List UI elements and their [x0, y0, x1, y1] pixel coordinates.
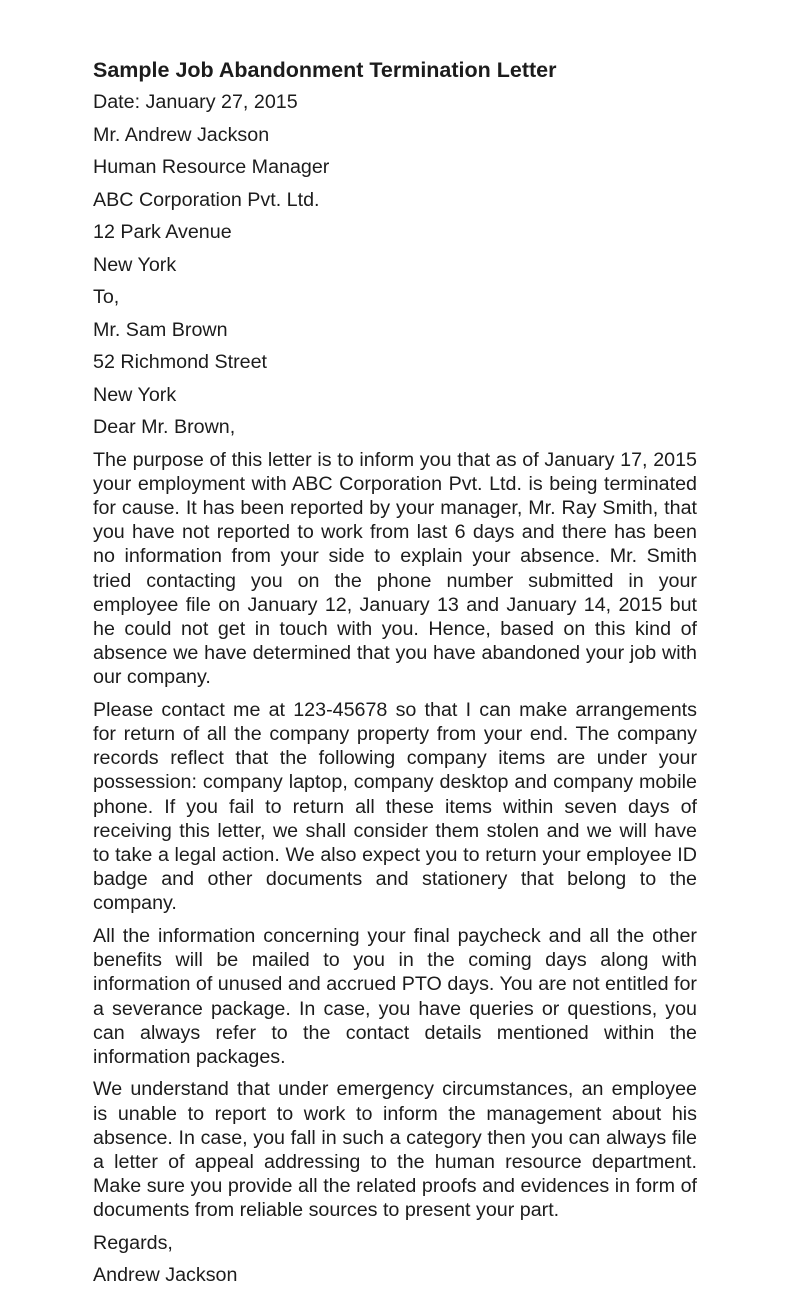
signature: Andrew Jackson: [93, 1264, 238, 1287]
paragraph-final-paycheck: All the information concerning your final paycheck and all the other benefits will be mailed to you in the coming days along with information of unused and accrued PTO days. You are not entitled for a severance package. In case, you have queries or questions, you can always refer to the contact details mentioned within the information packages.: [93, 924, 697, 1068]
date-line: Date: January 27, 2015: [93, 91, 298, 113]
to-label: To,: [93, 286, 120, 308]
closing: Regards,: [93, 1231, 173, 1254]
sender-name: Mr. Andrew Jackson: [93, 123, 270, 146]
paragraph-appeal-process: We understand that under emergency circumstances, an employee is unable to report to work to inform the management about his absence. In case, you fall in such a category then you can always file a letter of appeal addressing to the human resource department. Make sure you provide all the related proofs and evidences in form of documents from reliable sources to present your part.: [93, 1078, 697, 1222]
letter-title: Sample Job Abandonment Termination Letter: [93, 58, 557, 82]
recipient-city: New York: [93, 383, 177, 406]
sender-street: 12 Park Avenue: [93, 221, 232, 243]
salutation: Dear Mr. Brown,: [93, 416, 236, 438]
paragraph-property-return: Please contact me at 123-45678 so that I can make arrangements for return of all the company property from your end. The company records reflect that the following company items are under your possession: company laptop, company desktop and company mobile phone. If you fail to return all these items within seven days of receiving this letter, we shall consider them stolen and we will have to take a legal action. We also expect you to return your employee ID badge and other documents and stationery that belong to the company.: [93, 698, 697, 915]
recipient-name: Mr. Sam Brown: [93, 318, 228, 341]
sender-city: New York: [93, 253, 177, 276]
paragraph-termination-notice: The purpose of this letter is to inform you that as of January 17, 2015 your employment with ABC Corporation Pvt. Ltd. is being terminated for cause. It has been reported by your manager, Mr. Ray Smith, that you have not reported to work from last 6 days and there has been no information from your side to explain your absence. Mr. Smith tried contacting you on the phone number submitted in your employee file on January 12, January 13 and January 14, 2015 but he could not get in touch with you. Hence, based on this kind of absence we have determined that you have abandoned your job with our company.: [93, 448, 697, 689]
sender-company: ABC Corporation Pvt. Ltd.: [93, 188, 320, 211]
sender-title: Human Resource Manager: [93, 156, 330, 178]
recipient-street: 52 Richmond Street: [93, 351, 267, 373]
